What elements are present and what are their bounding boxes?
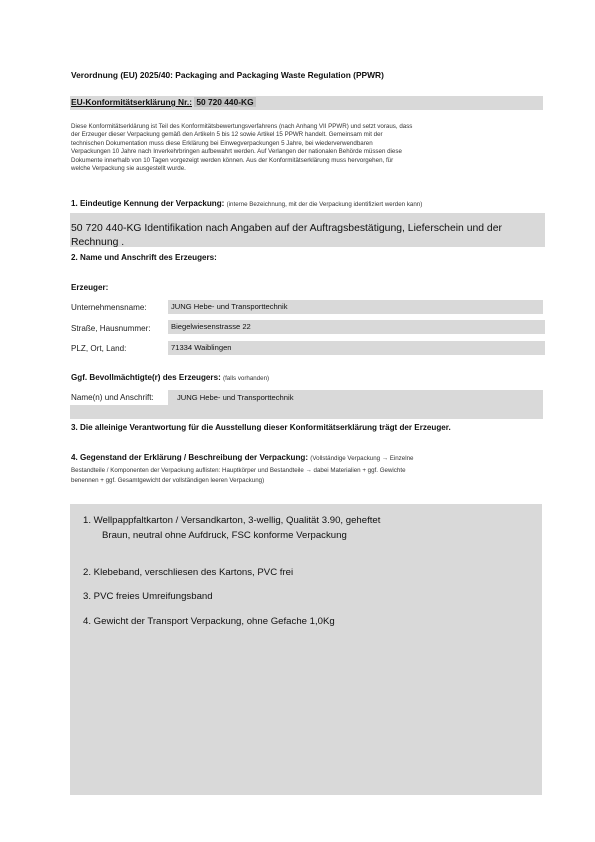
section4-note-line: Bestandteile / Komponenten der Verpackung auflisten: Hauptkörper und Bestandteile → dabei Materialien + ggf. Gewichte (71, 467, 406, 474)
section3-heading: 3. Die alleinige Verantwortung für die Ausstellung dieser Konformitätserklärung trägt der Erzeuger. (71, 423, 451, 432)
packaging-item-detail: Braun, neutral ohne Aufdruck, FSC konforme Verpackung (102, 530, 347, 541)
representative-value: JUNG Hebe- und Transporttechnik (177, 393, 294, 402)
street-label: Straße, Hausnummer: (71, 324, 151, 333)
packaging-item: 2. Klebeband, verschliesen des Kartons, PVC frei (83, 567, 294, 578)
producer-subheading: Erzeuger: (71, 283, 109, 292)
intro-line: Diese Konformitätserklärung ist Teil des Konformitätsbewertungsverfahrens (nach Anhang VII PPWR) und setzt voraus, dass (71, 123, 413, 130)
section1-value-line: Rechnung . (71, 237, 125, 248)
street-value: Biegelwiesenstrasse 22 (171, 322, 251, 331)
section1-value-line: 50 720 440-KG Identifikation nach Angaben auf der Auftragsbestätigung, Lieferschein und der (71, 223, 502, 234)
intro-line: Verpackungen 10 Jahre nach Inverkehrbringen aufbewahrt werden. Auf Verlangen der nationalen Behörde müssen diese (71, 148, 402, 156)
packaging-item: 1. Wellpappfaltkarton / Versandkarton, 3-wellig, Qualität 3.90, geheftet (83, 515, 381, 526)
section2-heading: 2. Name und Anschrift des Erzeugers: (71, 253, 217, 262)
city-value: 71334 Waiblingen (171, 343, 232, 352)
intro-line: welche Verpackung sie ausgestellt wurde. (71, 165, 186, 173)
representative-label: Name(n) und Anschrift: (71, 393, 154, 402)
representative-heading (71, 373, 269, 382)
declaration-label: EU-Konformitätserklärung Nr.: (71, 97, 192, 107)
declaration-heading (71, 97, 256, 107)
intro-paragraph (71, 123, 549, 173)
section1-heading (71, 199, 422, 208)
section4-heading (71, 453, 413, 462)
representative-title: Ggf. Bevollmächtigte(r) des Erzeugers: (71, 373, 221, 382)
packaging-item: 4. Gewicht der Transport Verpackung, ohne Gefache 1,0Kg (83, 616, 335, 627)
representative-extra-field[interactable] (70, 405, 543, 419)
representative-note: (falls vorhanden) (223, 375, 270, 382)
packaging-description-box[interactable] (70, 504, 542, 795)
section4-note-line: benennen + ggf. Gesamtgewicht der vollständigen leeren Verpackung) (71, 477, 265, 484)
section4-note: (Vollständige Verpackung → Einzelne (310, 455, 414, 462)
city-label: PLZ, Ort, Land: (71, 344, 127, 353)
section4-title: 4. Gegenstand der Erklärung / Beschreibung der Verpackung: (71, 453, 309, 462)
section1-value (71, 222, 541, 250)
section1-title: 1. Eindeutige Kennung der Verpackung: (71, 199, 225, 208)
packaging-item: 3. PVC freies Umreifungsband (83, 591, 213, 602)
section1-note: (interne Bezeichnung, mit der die Verpackung identifiziert werden kann) (226, 201, 423, 208)
company-value: JUNG Hebe- und Transporttechnik (171, 302, 288, 311)
declaration-number: 50 720 440-KG (196, 97, 254, 107)
company-label: Unternehmensname: (71, 303, 147, 312)
document-title: Verordnung (EU) 2025/40: Packaging and Packaging Waste Regulation (PPWR) (71, 70, 384, 80)
intro-line: technischen Dokumentation muss diese Erklärung bei Einwegverpackungen 5 Jahre, bei wiederverwendbaren (71, 139, 373, 147)
intro-line: Dokumente innerhalb von 10 Tagen vorgezeigt werden können. Aus der Konformitätserklärung muss hervorgehen, für (71, 156, 394, 164)
intro-line: der Erzeuger dieser Verpackung gemäß den Artikeln 5 bis 12 sowie Artikel 15 PPWR handelt. Gemeinsam mit der (71, 131, 383, 139)
